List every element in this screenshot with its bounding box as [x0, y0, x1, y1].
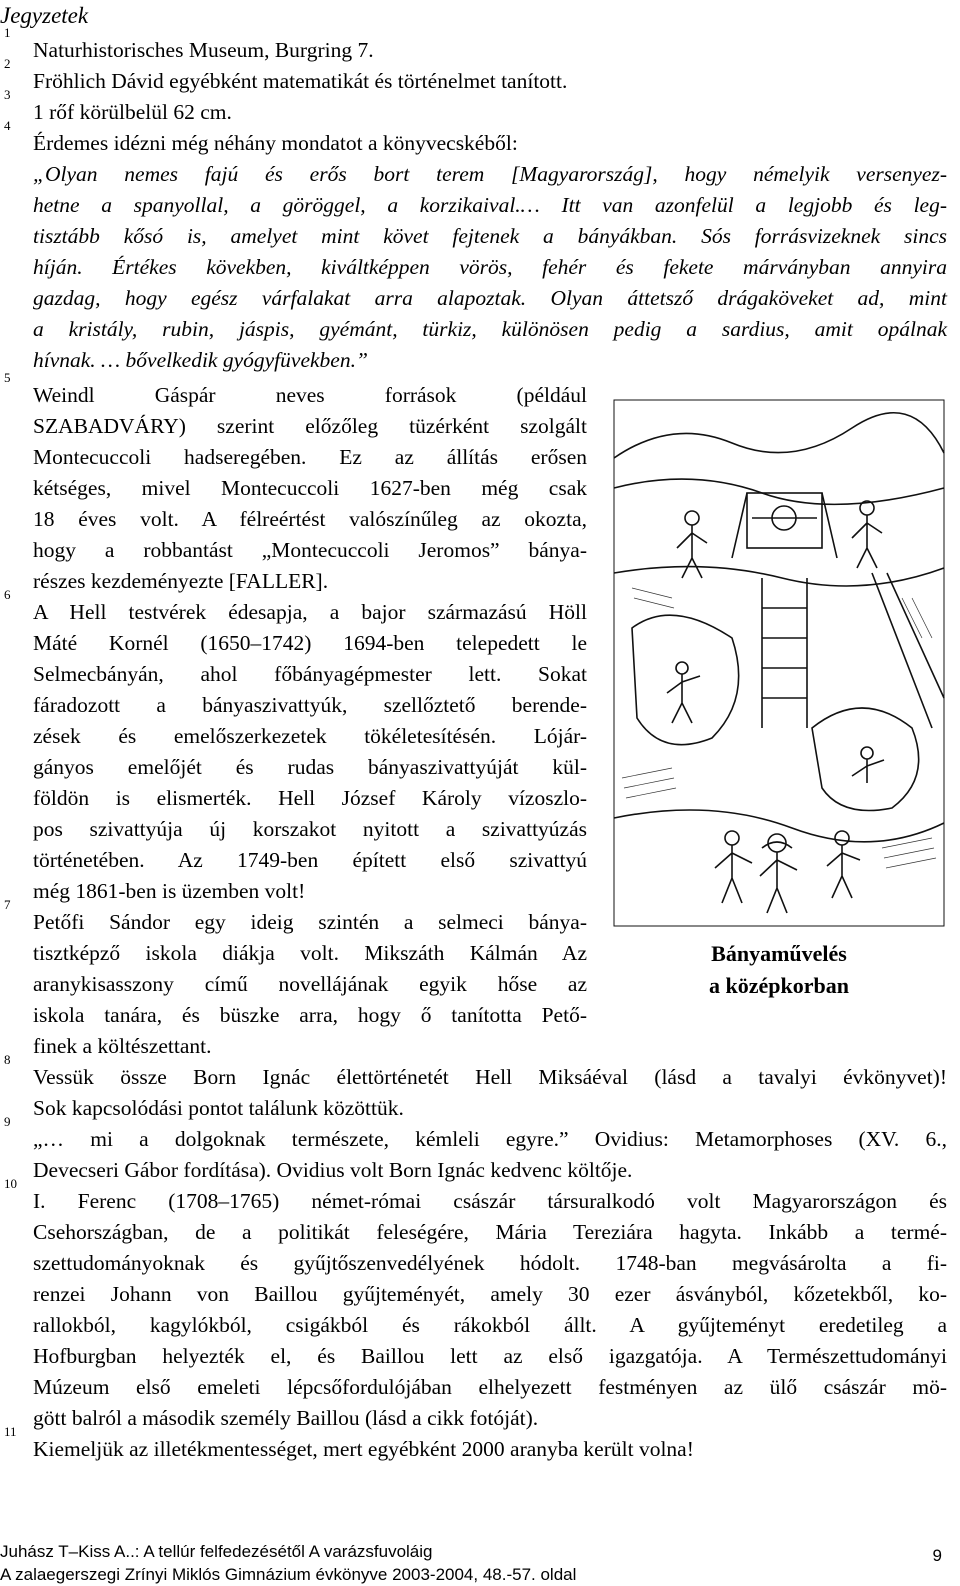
footnote-quote-line: híján. Értékes kövekben, kiváltképpen vörös, fehér és fekete márványban annyira: [33, 255, 947, 279]
footnote-line: Vessük össze Born Ignác élettörténetét Hell Miksáéval (lásd a tavalyi évkönyvet)!: [33, 1065, 947, 1089]
footnote-2: [4, 56, 947, 97]
footnote-line: 1 rőf körülbelül 62 cm.: [33, 100, 232, 124]
woodcut-illustration: [612, 398, 946, 928]
footnote-line: SZABADVÁRY) szerint előzőleg tüzérként szolgált: [33, 414, 587, 438]
footnote-line: finek a költészettant.: [33, 1034, 212, 1058]
footnote-number: 7: [4, 897, 11, 912]
footnote-line: Fröhlich Dávid egyébként matematikát és történelmet tanított.: [33, 69, 568, 93]
footnote-quote-line: tisztább kősó is, amelyet mint követ fejtenek a bányákban. Sós forrásvizeknek sincs: [33, 224, 947, 248]
footnote-line: renzei Johann von Baillou gyűjteményét, amely 30 ezer ásványból, kőzetekből, ko-: [33, 1282, 947, 1306]
footer-citation-line-2: A zalaegerszegi Zrínyi Miklós Gimnázium évkönyve 2003-2004, 48.-57. oldal: [0, 1565, 577, 1584]
footnote-line: Weindl Gáspár neves források (például: [33, 383, 587, 407]
footnote-number: 4: [4, 118, 11, 133]
footnote-line: gányos emelőjét és rudas bányaszivattyúját kül-: [33, 755, 587, 779]
footnote-line: iskola tanára, és büszke arra, hogy ő tanította Pető-: [33, 1003, 587, 1027]
footnote-number: 6: [4, 587, 11, 602]
footnote-line: zések és emelőszerkezetek tökéletesítésén. Lójár-: [33, 724, 587, 748]
footnote-line: fáradozott a bányaszivattyúk, szellőztető berende-: [33, 693, 587, 717]
footnote-number: 2: [4, 56, 11, 71]
footnote-11: [4, 1424, 947, 1465]
figure-caption: [612, 938, 946, 1002]
footnote-number: 9: [4, 1114, 11, 1129]
footnote-4: [4, 118, 947, 376]
footnote-line: Sok kapcsolódási pontot találunk közöttük.: [33, 1096, 404, 1120]
footnote-line: A Hell testvérek édesapja, a bajor származású Höll: [33, 600, 587, 624]
footnote-line: szettudományoknak és gyűjtőszenvedélyének hódolt. 1748-ban megvásárolta a fi-: [33, 1251, 947, 1275]
footnote-line: tisztképző iskola diákja volt. Mikszáth Kálmán Az: [33, 941, 587, 965]
footnote-3: [4, 87, 947, 128]
footnote-line: Máté Kornél (1650–1742) 1694-ben telepedett le: [33, 631, 587, 655]
footnote-quote-line: gazdag, hogy egész várfalakat arra alapoztak. Olyan áttetsző drágaköveket ad, mint: [33, 286, 947, 310]
footnote-line: részes kezdeményezte [FALLER].: [33, 569, 329, 593]
footnote-quote-line: „Olyan nemes fajú és erős bort terem [Magyarország], hogy némelyik versenyez-: [33, 162, 947, 186]
mining-woodcut-image: [612, 398, 946, 928]
footnote-line: Érdemes idézni még néhány mondatot a könyvecskéből:: [33, 131, 518, 155]
footnote-line: 18 éves volt. A félreértést valószínűleg az okozta,: [33, 507, 587, 531]
footnote-line: még 1861-ben is üzemben volt!: [33, 879, 306, 903]
footnote-number: 10: [4, 1176, 17, 1191]
footnote-line: „… mi a dolgoknak természete, kémleli egyre.” Ovidius: Metamorphoses (XV. 6.,: [33, 1127, 947, 1151]
footnote-number: 5: [4, 370, 11, 385]
footnote-quote-line: a kristály, rubin, jáspis, gyémánt, türkiz, különösen pedig a sardius, amit opálnak: [33, 317, 947, 341]
footnote-line: Múzeum első emeleti lépcsőfordulójában elhelyezett festményen az ülő császár mö-: [33, 1375, 947, 1399]
footnote-quote-line: hetne a spanyollal, a göröggel, a korzikaival.… Itt van azonfelül a legjobb és leg-: [33, 193, 947, 217]
footnote-7: [4, 897, 587, 1062]
footnote-number: 3: [4, 87, 11, 102]
footnote-line: Montecuccoli hadseregében. Ez az állítás erősen: [33, 445, 587, 469]
footnote-line: történetében. Az 1749-ben épített első szivattyú: [33, 848, 587, 872]
footer-citation-line-1: Juhász T–Kiss A..: A tellúr felfedezésétől A varázsfuvoláig: [0, 1542, 433, 1561]
footnote-number: 8: [4, 1052, 11, 1067]
footnote-line: kétséges, mivel Montecuccoli 1627-ben még csak: [33, 476, 587, 500]
page-number: 9: [932, 1546, 942, 1565]
footnote-quote-line: hívnak. … bővelkedik gyógyfüvekben.”: [33, 348, 368, 372]
figure-caption-line-2: a középkorban: [709, 973, 849, 998]
footnote-line: Hofburgban helyezték el, és Baillou lett az első igazgatója. A Természettudományi: [33, 1344, 947, 1368]
footnote-1: [4, 25, 947, 66]
footnote-line: Selmecbányán, ahol főbányagépmester lett. Sokat: [33, 662, 587, 686]
footnote-8: [4, 1052, 947, 1124]
footnote-5: [4, 370, 587, 597]
footnote-line: Naturhistorisches Museum, Burgring 7.: [33, 38, 374, 62]
figure-caption-line-1: Bányaművelés: [711, 941, 847, 966]
footnote-line: földön is elismerték. Hell József Károly vízoszlo-: [33, 786, 587, 810]
page-heading: Jegyzetek: [0, 3, 89, 28]
footnote-line: Devecseri Gábor fordítása). Ovidius volt Born Ignác kedvenc költője.: [33, 1158, 633, 1182]
footnote-line: Csehországban, de a politikát feleségére, Mária Tereziára hagyta. Inkább a termé-: [33, 1220, 947, 1244]
footnote-line: Petőfi Sándor egy ideig szintén a selmeci bánya-: [33, 910, 587, 934]
footnote-line: aranykisasszony című novellájának egyik hőse az: [33, 972, 587, 996]
footnote-line: I. Ferenc (1708–1765) német-római császár társuralkodó volt Magyarországon és: [33, 1189, 947, 1213]
footnote-line: gött balról a második személy Baillou (lásd a cikk fotóját).: [33, 1406, 539, 1430]
footnote-6: [4, 587, 587, 907]
footnote-line: hogy a robbantást „Montecuccoli Jeromos” bánya-: [33, 538, 587, 562]
footnote-line: Kiemeljük az illetékmentességet, mert egyébként 2000 aranyba került volna!: [33, 1437, 694, 1461]
footnote-line: rallokból, kagylókból, csigákból és rákokból állt. A gyűjteményt eredetileg a: [33, 1313, 947, 1337]
footnote-number: 1: [4, 25, 11, 40]
footnote-line: pos szivattyúja új korszakot nyitott a szivattyúzás: [33, 817, 587, 841]
footnote-number: 11: [4, 1424, 17, 1439]
